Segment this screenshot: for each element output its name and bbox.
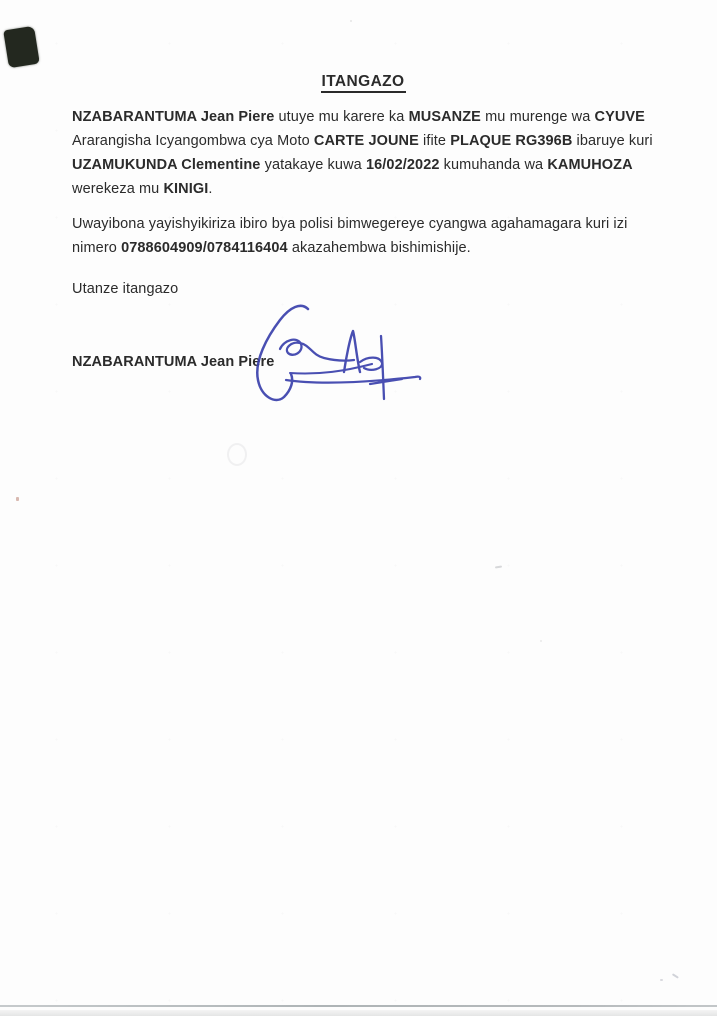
text-run: Uwayibona yayishyikiriza ibiro bya polisi bimwegereye cyangwa agahamagara kuri izi nimero [72,216,628,256]
scan-speck [350,20,352,22]
text-run: ibaruye kuri [572,133,653,149]
emphasized-text-run: 0788604909/0784116404 [121,240,288,256]
text-run: ifite [418,133,451,149]
signature-stroke-spike [344,331,360,372]
handwritten-signature [250,299,440,411]
emphasized-text-run: UZAMUKUNDA Clementine [72,157,261,173]
scan-speck [660,979,663,981]
scan-ghost-ring [227,443,247,466]
scan-speck [16,497,19,501]
signature-stroke-loops [280,340,354,361]
scan-speck [672,973,679,978]
emphasized-text-run: 16/02/2022 [365,157,440,173]
text-run: . [208,181,213,197]
text-run: utuye mu karere ka [274,109,409,125]
text-run: kumuhanda wa [439,157,548,173]
scan-speck [495,566,502,569]
emphasized-text-run: NZABARANTUMA Jean Piere [72,109,275,125]
text-run: werekeza mu [72,181,164,197]
emphasized-text-run: KINIGI [163,181,209,197]
scan-speck [540,640,542,642]
page-bottom-edge-shadow [0,1010,717,1016]
signature-stroke-big-loop [257,306,308,400]
document-title: ITANGAZO [321,73,406,93]
page-bottom-edge-line [0,1005,717,1007]
signatory-name: NZABARANTUMA Jean Piere [72,354,275,370]
closing-line: Utanze itangazo [72,281,179,297]
emphasized-text-run: CYUVE [594,109,645,125]
emphasized-text-run: MUSANZE [408,109,481,125]
document-title-row [72,72,654,92]
emphasized-text-run: CARTE JOUNE [313,133,419,149]
text-run: mu murenge wa [480,109,595,125]
paragraph-contact [72,212,654,260]
emphasized-text-run: KAMUHOZA [547,157,633,173]
text-run: akazahembwa bishimishije. [287,240,471,256]
text-run: yatakaye kuwa [260,157,366,173]
emphasized-text-run: PLAQUE RG396B [450,133,573,149]
scan-corner-mark [3,26,40,68]
text-run: Ararangisha Icyangombwa cya Moto [72,133,314,149]
paragraph-announcement [72,105,654,201]
